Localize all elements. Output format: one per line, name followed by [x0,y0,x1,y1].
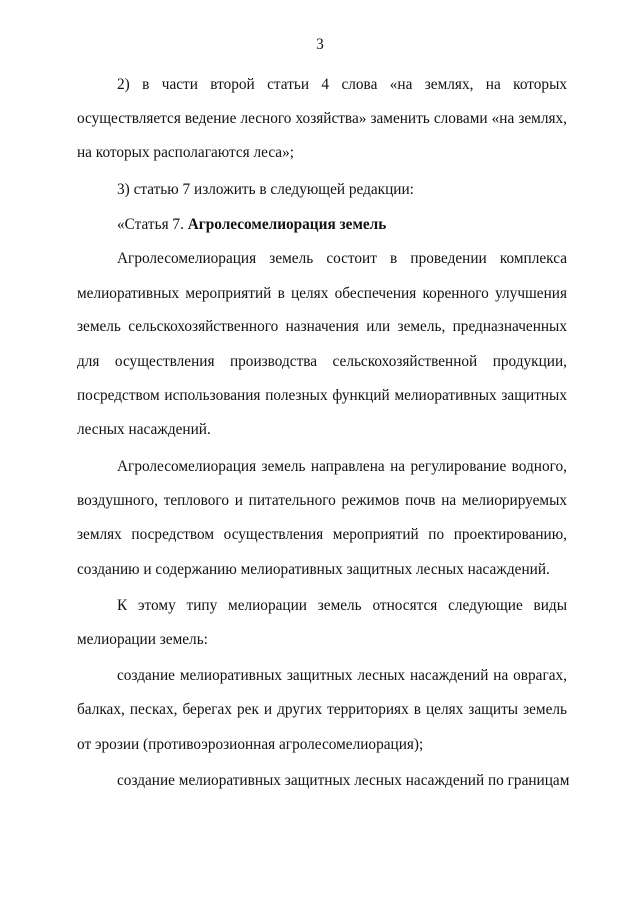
text-line: мелиоративных мероприятий в целях обеспечения коренного улучшения [77,285,567,302]
text-line: осуществляется ведение лесного хозяйства» заменить словами «на землях, [77,110,567,127]
text-line: землях посредством осуществления мероприятий по проектированию, [77,526,567,543]
article-number: «Статья 7. [117,216,184,233]
text-line: для осуществления производства сельскохозяйственной продукции, [77,353,567,370]
text-line: на которых располагаются леса»; [77,144,294,161]
text-line: лесных насаждений. [77,421,211,438]
text-line: балках, песках, берегах рек и других территориях в целях защиты земель [77,701,567,718]
text-line: 2) в части второй статьи 4 слова «на землях, на которых [117,76,567,93]
text-line: создание мелиоративных защитных лесных насаждений на оврагах, [117,667,567,684]
text-line: 3) статью 7 изложить в следующей редакции: [117,181,414,198]
text-line: посредством использования полезных функций мелиоративных защитных [77,387,567,404]
page-number: 3 [316,36,324,53]
text-line: от эрозии (противоэрозионная агролесомелиорация); [77,736,424,753]
article-heading [117,216,567,234]
text-line: создание мелиоративных защитных лесных насаждений по границам [117,772,570,789]
text-line: мелиорации земель: [77,631,208,648]
text-line: воздушного, теплового и питательного режимов почв на мелиорируемых [77,492,567,509]
text-line: земель сельскохозяйственного назначения или земель, предназначенных [77,318,567,335]
article-title: Агролесомелиорация земель [187,216,387,233]
text-line: созданию и содержанию мелиоративных защитных лесных насаждений. [77,561,550,578]
text-line: Агролесомелиорация земель состоит в проведении комплекса [117,250,567,267]
text-line: Агролесомелиорация земель направлена на регулирование водного, [117,458,567,475]
text-line: К этому типу мелиорации земель относятся следующие виды [117,597,567,614]
